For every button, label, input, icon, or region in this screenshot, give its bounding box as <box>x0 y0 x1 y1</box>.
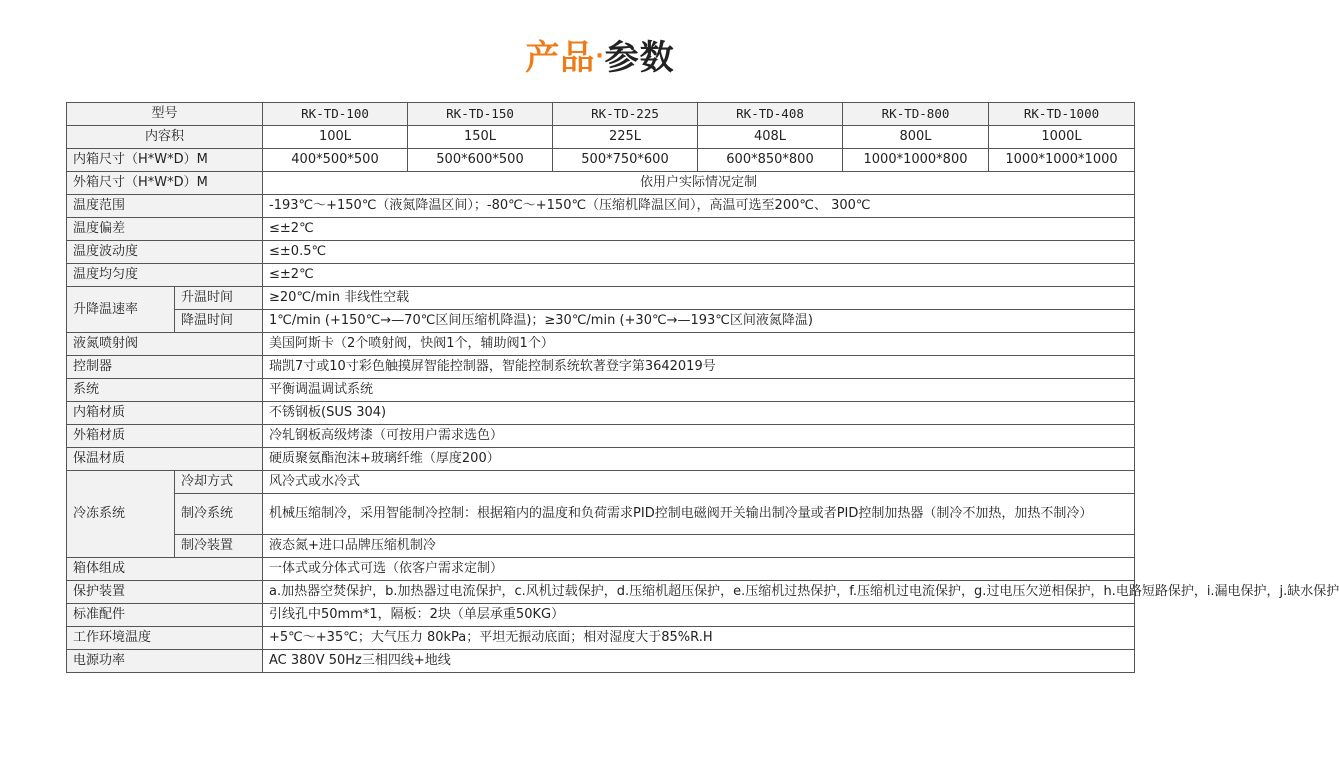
heating-value: ≥20℃/min 非线性空载 <box>263 287 1135 310</box>
inner-size-cell: 500*750*600 <box>553 149 698 172</box>
outer-size-label: 外箱尺寸（H*W*D）M <box>67 172 263 195</box>
row-controller <box>67 356 1135 379</box>
insulation-label: 保温材质 <box>67 448 263 471</box>
temp-fluctuation-label: 温度波动度 <box>67 241 263 264</box>
row-insulation <box>67 448 1135 471</box>
cooling-system-value: 机械压缩制冷，采用智能制冷控制：根据箱内的温度和负荷需求PID控制电磁阀开关输出制冷量或者PID控制加热器（制冷不加热，加热不制冷） <box>263 494 1135 535</box>
row-temp-range <box>67 195 1135 218</box>
row-heating <box>67 287 1135 310</box>
controller-label: 控制器 <box>67 356 263 379</box>
cooling-system-label: 制冷系统 <box>175 494 263 535</box>
spec-table <box>66 102 1339 673</box>
temp-uniformity-value: ≤±2℃ <box>263 264 1135 287</box>
power-label: 电源功率 <box>67 650 263 673</box>
outer-material-value: 冷轧钢板高级烤漆（可按用户需求选色） <box>263 425 1135 448</box>
row-inner-size <box>67 149 1135 172</box>
title-rest: 参数 <box>604 38 675 78</box>
protection-value: a.加热器空焚保护，b.加热器过电流保护，c.风机过载保护，d.压缩机超压保护，e.压缩机过热保护，f.压缩机过电流保护，g.过电压欠逆相保护，h.电路短路保护，i.漏电保护，j.缺水保护 <box>263 581 1135 604</box>
system-label: 系统 <box>67 379 263 402</box>
inner-size-cell: 500*600*500 <box>408 149 553 172</box>
row-power <box>67 650 1135 673</box>
model-cell: RK-TD-150 <box>408 103 553 126</box>
cabinet-label: 箱体组成 <box>67 558 263 581</box>
row-cooling <box>67 310 1135 333</box>
model-cell: RK-TD-800 <box>843 103 989 126</box>
row-temp-fluctuation <box>67 241 1135 264</box>
refrigeration-label: 冷冻系统 <box>67 471 175 558</box>
inner-size-cell: 400*500*500 <box>263 149 408 172</box>
temp-uniformity-label: 温度均匀度 <box>67 264 263 287</box>
outer-size-value: 依用户实际情况定制 <box>263 172 1135 195</box>
system-value: 平衡调温调试系统 <box>263 379 1135 402</box>
volume-cell: 800L <box>843 126 989 149</box>
row-cooling-system <box>67 494 1135 535</box>
temp-deviation-label: 温度偏差 <box>67 218 263 241</box>
row-inner-material <box>67 402 1135 425</box>
cabinet-value: 一体式或分体式可选（依客户需求定制） <box>263 558 1135 581</box>
title-accent: 产品 <box>525 38 596 78</box>
row-temp-uniformity <box>67 264 1135 287</box>
volume-cell: 408L <box>698 126 843 149</box>
row-outer-material <box>67 425 1135 448</box>
cooling-mode-label: 冷却方式 <box>175 471 263 494</box>
controller-value: 瑞凯7寸或10寸彩色触摸屏智能控制器，智能控制系统软著登字第3642019号 <box>263 356 1135 379</box>
accessories-label: 标准配件 <box>67 604 263 627</box>
environment-value: +5℃～+35℃；大气压力 80kPa；平坦无振动底面；相对湿度大于85%R.H <box>263 627 1135 650</box>
temp-range-label: 温度范围 <box>67 195 263 218</box>
cooling-device-label: 制冷装置 <box>175 535 263 558</box>
outer-material-label: 外箱材质 <box>67 425 263 448</box>
row-accessories <box>67 604 1135 627</box>
inner-size-label: 内箱尺寸（H*W*D）M <box>67 149 263 172</box>
inner-size-cell: 1000*1000*1000 <box>989 149 1135 172</box>
volume-cell: 150L <box>408 126 553 149</box>
model-label: 型号 <box>67 103 263 126</box>
inner-size-cell: 1000*1000*800 <box>843 149 989 172</box>
insulation-value: 硬质聚氨酯泡沫+玻璃纤维（厚度200） <box>263 448 1135 471</box>
row-volume <box>67 126 1135 149</box>
row-model <box>67 103 1135 126</box>
model-cell: RK-TD-225 <box>553 103 698 126</box>
model-cell: RK-TD-1000 <box>989 103 1135 126</box>
volume-label: 内容积 <box>67 126 263 149</box>
power-value: AC 380V 50Hz三相四线+地线 <box>263 650 1135 673</box>
row-valve <box>67 333 1135 356</box>
accessories-value: 引线孔中50mm*1，隔板：2块（单层承重50KG） <box>263 604 1135 627</box>
row-environment <box>67 627 1135 650</box>
valve-label: 液氮喷射阀 <box>67 333 263 356</box>
heating-label: 升温时间 <box>175 287 263 310</box>
title-dot: · <box>595 44 605 69</box>
cooling-value: 1℃/min (+150℃→—70℃区间压缩机降温)；≥30℃/min (+30℃→—193℃区间液氮降温) <box>263 310 1135 333</box>
volume-cell: 100L <box>263 126 408 149</box>
row-cabinet <box>67 558 1135 581</box>
protection-label: 保护装置 <box>67 581 263 604</box>
cooling-label: 降温时间 <box>175 310 263 333</box>
cooling-mode-value: 风冷式或水冷式 <box>263 471 1135 494</box>
volume-cell: 1000L <box>989 126 1135 149</box>
temp-deviation-value: ≤±2℃ <box>263 218 1135 241</box>
row-outer-size <box>67 172 1135 195</box>
inner-material-value: 不锈钢板(SUS 304) <box>263 402 1135 425</box>
row-system <box>67 379 1135 402</box>
rate-label: 升降温速率 <box>67 287 175 333</box>
valve-value: 美国阿斯卡（2个喷射阀，快阀1个，辅助阀1个） <box>263 333 1135 356</box>
row-temp-deviation <box>67 218 1135 241</box>
row-protection <box>67 581 1135 604</box>
inner-size-cell: 600*850*800 <box>698 149 843 172</box>
page-title <box>0 36 1200 85</box>
temp-range-value: -193℃～+150℃（液氮降温区间）；-80℃～+150℃（压缩机降温区间），高温可选至200℃、 300℃ <box>263 195 1135 218</box>
environment-label: 工作环境温度 <box>67 627 263 650</box>
volume-cell: 225L <box>553 126 698 149</box>
temp-fluctuation-value: ≤±0.5℃ <box>263 241 1135 264</box>
model-cell: RK-TD-100 <box>263 103 408 126</box>
inner-material-label: 内箱材质 <box>67 402 263 425</box>
cooling-device-value: 液态氮+进口品牌压缩机制冷 <box>263 535 1135 558</box>
model-cell: RK-TD-408 <box>698 103 843 126</box>
row-cooling-mode <box>67 471 1135 494</box>
row-cooling-device <box>67 535 1135 558</box>
